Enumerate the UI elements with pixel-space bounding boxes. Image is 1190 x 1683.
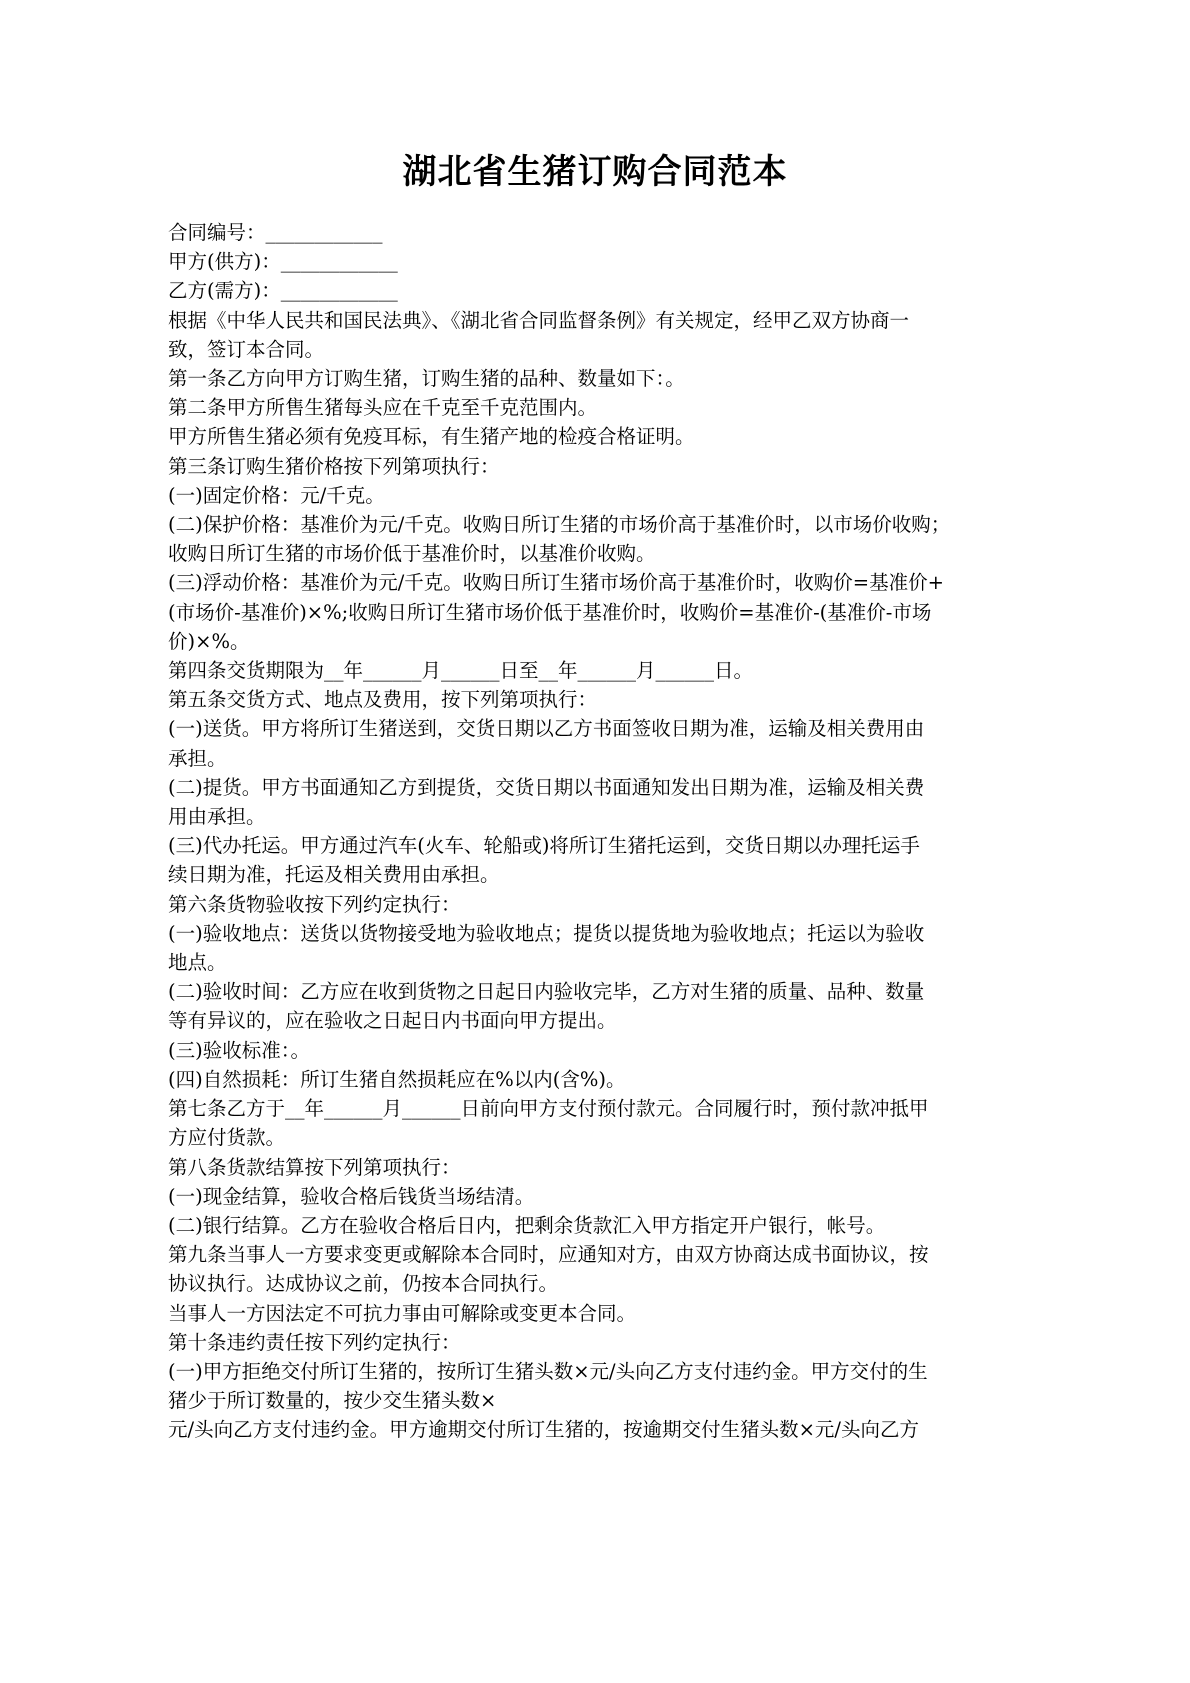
- document-line: (一)送货。甲方将所订生猪送到，交货日期以乙方书面签收日期为准，运输及相关费用由: [168, 717, 925, 741]
- document-line: (一)现金结算，验收合格后钱货当场结清。: [168, 1184, 535, 1208]
- document-line: (二)银行结算。乙方在验收合格后日内，把剩余货款汇入甲方指定开户银行，帐号。: [168, 1213, 886, 1237]
- document-line: (四)自然损耗：所订生猪自然损耗应在%以内(含%)。: [168, 1067, 626, 1091]
- document-line: 方应付货款。: [168, 1126, 286, 1150]
- document-body: [0, 192, 1190, 1445]
- document-line: (三)验收标准：。: [168, 1038, 310, 1062]
- document-line: 协议执行。达成协议之前，仍按本合同执行。: [168, 1272, 559, 1296]
- document-line: (一)验收地点：送货以货物接受地为验收地点；提货以提货地为验收地点；托运以为验收: [168, 921, 925, 945]
- document-line: 第五条交货方式、地点及费用，按下列第项执行：: [168, 688, 598, 712]
- document-line: (市场价-基准价)×%;收购日所订生猪市场价低于基准价时，收购价=基准价-(基准价-市场: [168, 600, 932, 624]
- document-line: 第二条甲方所售生猪每头应在千克至千克范围内。: [168, 396, 598, 420]
- document-line: 价)×%。: [168, 629, 250, 653]
- document-line: 第三条订购生猪价格按下列第项执行：: [168, 454, 500, 478]
- document-line: 第七条乙方于__年______月______日前向甲方支付预付款元。合同履行时，预付款冲抵甲: [168, 1097, 929, 1121]
- document-line: 致，签订本合同。: [168, 337, 325, 361]
- document-line: (一)固定价格：元/千克。: [168, 483, 385, 507]
- document-line: 第十条违约责任按下列约定执行：: [168, 1330, 461, 1354]
- document-line: 根据《中华人民共和国民法典》、《湖北省合同监督条例》有关规定，经甲乙双方协商一: [168, 308, 910, 332]
- document-line: 承担。: [168, 746, 227, 770]
- document-line: 乙方(需方)：____________: [168, 279, 398, 303]
- document-line: 用由承担。: [168, 805, 266, 829]
- document-line: 当事人一方因法定不可抗力事由可解除或变更本合同。: [168, 1301, 637, 1325]
- document-line: 第六条货物验收按下列约定执行：: [168, 892, 461, 916]
- document-line: (三)浮动价格：基准价为元/千克。收购日所订生猪市场价高于基准价时，收购价=基准价+: [168, 571, 944, 595]
- page-title: 湖北省生猪订购合同范本: [402, 152, 788, 192]
- document-line: 第四条交货期限为__年______月______日至__年______月______日。: [168, 659, 754, 683]
- document-line: (二)提货。甲方书面通知乙方到提货，交货日期以书面通知发出日期为准，运输及相关费: [168, 775, 925, 799]
- document-line: (二)保护价格：基准价为元/千克。收购日所订生猪的市场价高于基准价时，以市场价收购；: [168, 513, 951, 537]
- document-line: 第八条货款结算按下列第项执行：: [168, 1155, 461, 1179]
- document-line: 元/头向乙方支付违约金。甲方逾期交付所订生猪的，按逾期交付生猪头数×元/头向乙方: [168, 1418, 919, 1442]
- document-line: (三)代办托运。甲方通过汽车(火车、轮船或)将所订生猪托运到，交货日期以办理托运手: [168, 834, 920, 858]
- document-line: 合同编号：____________: [168, 221, 383, 244]
- document-line: 甲方所售生猪必须有免疫耳标，有生猪产地的检疫合格证明。: [168, 425, 695, 449]
- document-line: 收购日所订生猪的市场价低于基准价时，以基准价收购。: [168, 542, 656, 566]
- document-line: 等有异议的，应在验收之日起日内书面向甲方提出。: [168, 1009, 617, 1033]
- document-line: 甲方(供方)：____________: [168, 250, 398, 274]
- document-line: 地点。: [168, 951, 227, 975]
- document-line: 续日期为准，托运及相关费用由承担。: [168, 863, 500, 887]
- document-line: 第一条乙方向甲方订购生猪，订购生猪的品种、数量如下：。: [168, 367, 685, 391]
- document-line: 第九条当事人一方要求变更或解除本合同时，应通知对方，由双方协商达成书面协议，按: [168, 1243, 929, 1267]
- document-line: (二)验收时间：乙方应在收到货物之日起日内验收完毕，乙方对生猪的质量、品种、数量: [168, 980, 925, 1004]
- document-line: 猪少于所订数量的，按少交生猪头数×: [168, 1389, 497, 1413]
- document-line: (一)甲方拒绝交付所订生猪的，按所订生猪头数×元/头向乙方支付违约金。甲方交付的生: [168, 1359, 928, 1383]
